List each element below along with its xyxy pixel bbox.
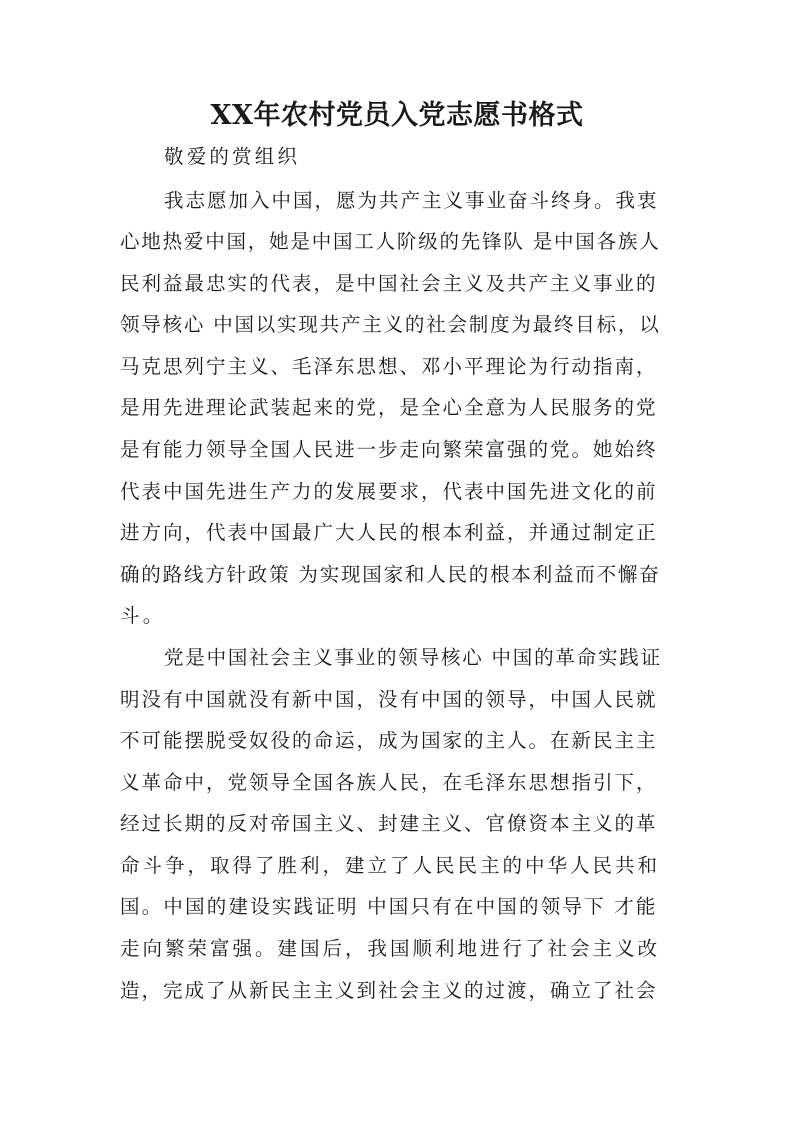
- paragraph-line: 命斗争，取得了胜利，建立了人民民主的中华人民共和: [120, 854, 661, 877]
- salutation: 敬爱的赏组织: [164, 145, 301, 168]
- paragraph-line: 心地热爱中国，她是中国工人阶级的先锋队 是中国各族人: [120, 230, 661, 253]
- paragraph-line: 领导核心 中国以实现共产主义的社会制度为最终目标，以: [120, 313, 661, 336]
- paragraph-line: 经过长期的反对帝国主义、封建主义、官僚资本主义的革: [120, 812, 658, 835]
- paragraph-line: 民利益最忠实的代表，是中国社会主义及共产主义事业的: [120, 272, 658, 295]
- paragraph-line: 我志愿加入中国，愿为共产主义事业奋斗终身。我衷: [164, 189, 659, 212]
- paragraph-line: 代表中国先进生产力的发展要求，代表中国先进文化的前: [120, 480, 658, 503]
- paragraph-line: 进方向，代表中国最广大人民的根本利益，并通过制定正: [120, 521, 658, 544]
- paragraph-line: 义革命中，党领导全国各族人民，在毛泽东思想指引下，: [120, 771, 658, 794]
- paragraph-line: 是用先进理论武装起来的党，是全心全意为人民服务的党: [120, 396, 658, 419]
- paragraph-line: 是有能力领导全国人民进一步走向繁荣富强的党。她始终: [120, 438, 658, 461]
- paragraph-line: 确的路线方针政策 为实现国家和人民的根本利益而不懈奋: [120, 563, 661, 586]
- paragraph-line: 党是中国社会主义事业的领导核心 中国的革命实践证: [164, 646, 662, 669]
- paragraph-line: 不可能摆脱受奴役的命运，成为国家的主人。在新民主主: [120, 729, 658, 752]
- paragraph-line: 国。中国的建设实践证明 中国只有在中国的领导下 才能: [120, 895, 658, 918]
- paragraph-line: 明没有中国就没有新中国，没有中国的领导，中国人民就: [120, 688, 658, 711]
- paragraph-line: 走向繁荣富强。建国后，我国顺利地进行了社会主义改: [120, 937, 661, 960]
- paragraph-line: 斗。: [120, 604, 166, 627]
- document-title: XX年农村党员入党志愿书格式: [210, 100, 584, 131]
- paragraph-line: 造，完成了从新民主主义到社会主义的过渡，确立了社会: [120, 979, 658, 1002]
- paragraph-line: 马克思列宁主义、毛泽东思想、邓小平理论为行动指南，: [120, 355, 658, 378]
